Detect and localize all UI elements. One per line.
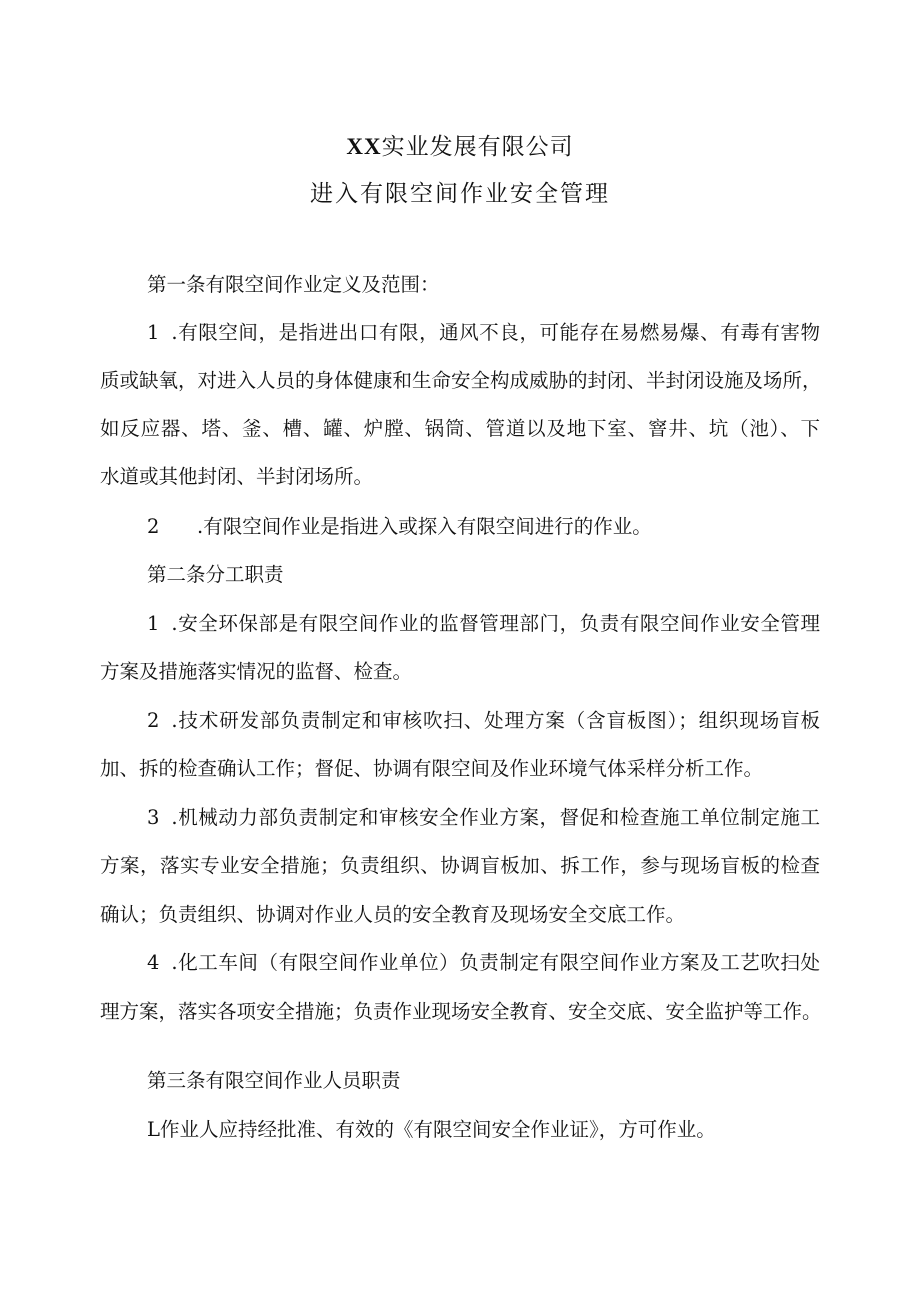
- title-prefix: XX: [346, 134, 382, 159]
- article1-item1-number: 1: [147, 321, 160, 344]
- title-rest: 实业发展有限公司: [381, 134, 574, 160]
- article2-item2-line2: 加、拆的检查确认工作；督促、协调有限空间及作业环境气体采样分析工作。: [100, 757, 764, 780]
- article2-item3-line1: 3 .机械动力部负责制定和审核安全作业方案，督促和检查施工单位制定施工: [147, 804, 820, 832]
- document-subtitle: 进入有限空间作业安全管理: [310, 181, 610, 207]
- article1-item1-line1: 1 .有限空间，是指进出口有限，通风不良，可能存在易燃易爆、有毒有害物: [147, 319, 820, 347]
- article2-item4-number: 4: [147, 951, 160, 974]
- article1-item1-line3: 如反应器、塔、釜、槽、罐、炉膛、锅筒、管道以及地下室、窨井、坑（池）、下: [100, 417, 820, 440]
- article2-item1-number: 1: [147, 612, 160, 635]
- article1-item2-number: 2: [147, 515, 160, 538]
- article1-item1-line2: 质或缺氧，对进入人员的身体健康和生命安全构成威胁的封闭、半封闭设施及场所，: [100, 369, 822, 392]
- article2-item4-line2: 理方案，落实各项安全措施；负责作业现场安全教育、安全交底、安全监护等工作。: [100, 1000, 822, 1023]
- article2-item2-line1: 2 .技术研发部负责制定和审核吹扫、处理方案（含盲板图）；组织现场盲板: [147, 707, 820, 735]
- article2-item1-line1: 1 .安全环保部是有限空间作业的监督管理部门，负责有限空间作业安全管理: [147, 610, 820, 638]
- article2-heading: 第二条分工职责: [147, 563, 284, 586]
- article2-item1-line2: 方案及措施落实情况的监督、检查。: [100, 660, 413, 683]
- article3-item1: L作业人应持经批准、有效的《有限空间安全作业证》，方可作业。: [147, 1118, 716, 1141]
- article2-item3-line3: 确认；负责组织、协调对作业人员的安全教育及现场安全交底工作。: [100, 903, 686, 926]
- article3-heading: 第三条有限空间作业人员职责: [147, 1069, 401, 1092]
- article2-item3-line2: 方案，落实专业安全措施；负责组织、协调盲板加、拆工作，参与现场盲板的检查: [100, 854, 820, 877]
- document-title: [0, 128, 920, 161]
- article1-heading: 第一条有限空间作业定义及范围：: [147, 273, 440, 296]
- article2-item3-number: 3: [147, 806, 160, 829]
- article2-item4-line1: 4 .化工车间（有限空间作业单位）负责制定有限空间作业方案及工艺吹扫处: [147, 949, 820, 977]
- article2-item2-number: 2: [147, 709, 160, 732]
- article1-item2: 2 .有限空间作业是指进入或探入有限空间进行的作业。: [147, 513, 867, 541]
- article1-item1-line4: 水道或其他封闭、半封闭场所。: [100, 465, 374, 488]
